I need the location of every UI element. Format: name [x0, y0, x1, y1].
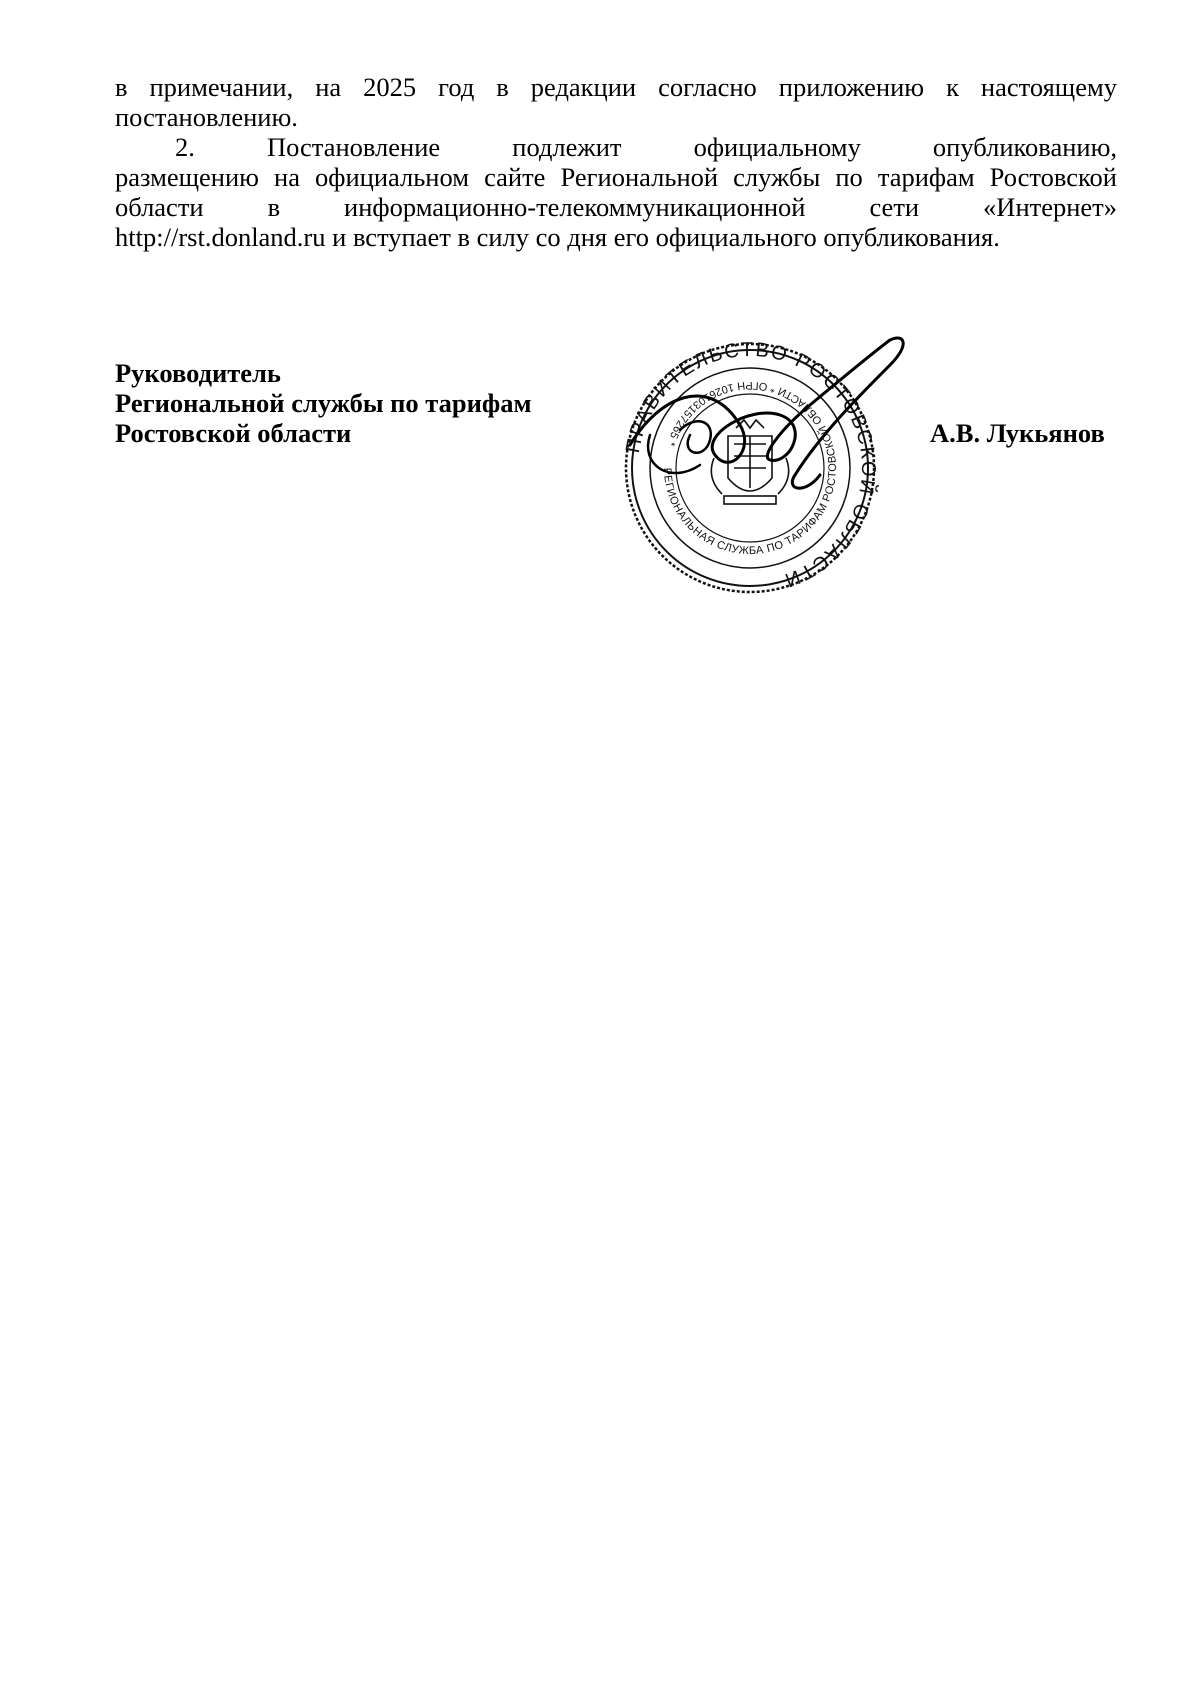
position-line-2: Региональной службы по тарифам	[115, 388, 532, 418]
paragraph-1-line-1: в примечании, на 2025 год в редакции согласно приложению к настоящему	[115, 72, 1117, 102]
document-body	[115, 72, 1117, 252]
signatory-name: А.В. Лукьянов	[930, 418, 1105, 448]
paragraph-2-line-1: 2. Постановление подлежит официальному опубликованию,	[175, 132, 1117, 162]
stamp-outer-text: ПРАВИТЕЛЬСТВО РОСТОВСКОЙ ОБЛАСТИ	[621, 338, 880, 592]
position-line-1: Руководитель	[115, 358, 281, 388]
handwritten-signature	[620, 335, 920, 558]
position-line-3: Ростовской области	[115, 418, 352, 448]
signatory-position	[115, 358, 532, 448]
paragraph-2-line-3: области в информационно-телекоммуникационной сети «Интернет»	[115, 192, 1117, 222]
paragraph-1-line-2: постановлению.	[115, 102, 298, 132]
paragraph-2-line-4: http://rst.donland.ru и вступает в силу со дня его официального опубликования.	[115, 222, 1000, 252]
stamp-inner-text: РЕГИОНАЛЬНАЯ СЛУЖБА ПО ТАРИФАМ РОСТОВСКОЙ ОБЛАСТИ * ОГРН 1026103157265 *	[660, 378, 840, 558]
paragraph-2-line-2: размещению на официальном сайте Региональной службы по тарифам Ростовской	[115, 162, 1117, 192]
